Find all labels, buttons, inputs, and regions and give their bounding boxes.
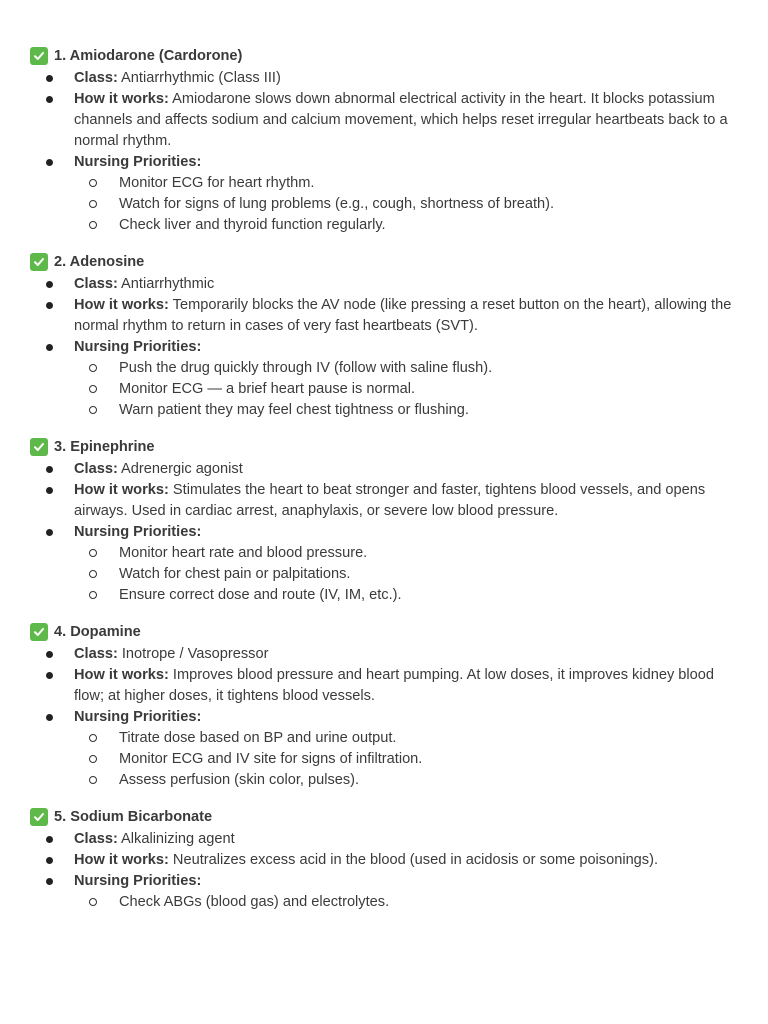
priority-item: Monitor ECG — a brief heart pause is normal.	[74, 379, 738, 400]
drug-section	[30, 250, 738, 421]
how-label: How it works:	[74, 297, 169, 313]
drug-details-list	[30, 459, 738, 606]
priorities-list	[74, 358, 738, 421]
priority-item: Push the drug quickly through IV (follow with saline flush).	[74, 358, 738, 379]
how-value: Amiodarone slows down abnormal electrical activity in the heart. It blocks potassium channels and affects sodium and calcium movement, which helps reset irregular heartbeats back to a normal rhythm.	[74, 91, 728, 149]
class-value: Adrenergic agonist	[117, 461, 243, 477]
nursing-label: Nursing Priorities:	[74, 873, 202, 889]
drug-details-list	[30, 274, 738, 421]
how-label: How it works:	[74, 852, 169, 868]
class-value: Antiarrhythmic	[117, 276, 215, 292]
section-heading	[30, 435, 738, 459]
section-heading	[30, 805, 738, 829]
nursing-priorities-item	[30, 337, 738, 421]
how-it-works-item	[30, 89, 738, 152]
priority-item: Watch for signs of lung problems (e.g., cough, shortness of breath).	[74, 194, 738, 215]
priority-item: Monitor ECG for heart rhythm.	[74, 173, 738, 194]
how-label: How it works:	[74, 482, 169, 498]
drug-section	[30, 44, 738, 236]
check-mark-icon	[30, 438, 48, 456]
class-value: Alkalinizing agent	[117, 831, 235, 847]
how-value: Neutralizes excess acid in the blood (used in acidosis or some poisonings).	[168, 852, 659, 868]
drug-details-list	[30, 829, 738, 913]
nursing-label: Nursing Priorities:	[74, 154, 202, 170]
check-mark-icon	[30, 47, 48, 65]
priorities-list	[74, 728, 738, 791]
drug-details-list	[30, 68, 738, 236]
drug-section	[30, 805, 738, 913]
priorities-list	[74, 173, 738, 236]
drug-section	[30, 620, 738, 791]
class-label: Class:	[74, 70, 118, 86]
priority-item: Titrate dose based on BP and urine output.	[74, 728, 738, 749]
class-item	[30, 829, 738, 850]
nursing-label: Nursing Priorities:	[74, 709, 202, 725]
class-item	[30, 459, 738, 480]
how-label: How it works:	[74, 667, 169, 683]
section-title: 3. Epinephrine	[54, 438, 155, 455]
section-title: 4. Dopamine	[54, 623, 141, 640]
section-heading	[30, 620, 738, 644]
how-it-works-item	[30, 850, 738, 871]
how-value: Temporarily blocks the AV node (like pressing a reset button on the heart), allowing the normal rhythm to return in cases of very fast heartbeats (SVT).	[74, 297, 732, 334]
check-mark-icon	[30, 808, 48, 826]
section-heading	[30, 250, 738, 274]
section-title: 1. Amiodarone (Cardorone)	[54, 47, 243, 64]
class-item	[30, 644, 738, 665]
how-it-works-item	[30, 665, 738, 707]
class-item	[30, 68, 738, 89]
class-label: Class:	[74, 461, 118, 477]
drug-details-list	[30, 644, 738, 791]
drug-section	[30, 435, 738, 606]
nursing-priorities-item	[30, 871, 738, 913]
class-label: Class:	[74, 276, 118, 292]
priority-item: Watch for chest pain or palpitations.	[74, 564, 738, 585]
priority-item: Assess perfusion (skin color, pulses).	[74, 770, 738, 791]
nursing-priorities-item	[30, 152, 738, 236]
check-mark-icon	[30, 253, 48, 271]
section-title: 5. Sodium Bicarbonate	[54, 808, 213, 825]
priorities-list	[74, 543, 738, 606]
nursing-label: Nursing Priorities:	[74, 524, 202, 540]
class-item	[30, 274, 738, 295]
priority-item: Warn patient they may feel chest tightness or flushing.	[74, 400, 738, 421]
priority-item: Check liver and thyroid function regularly.	[74, 215, 738, 236]
priority-item: Ensure correct dose and route (IV, IM, etc.).	[74, 585, 738, 606]
class-value: Antiarrhythmic (Class III)	[117, 70, 281, 86]
section-heading	[30, 44, 738, 68]
how-value: Stimulates the heart to beat stronger and faster, tightens blood vessels, and opens airways. Used in cardiac arrest, anaphylaxis, or severe low blood pressure.	[74, 482, 706, 519]
priorities-list	[74, 892, 738, 913]
section-title: 2. Adenosine	[54, 253, 145, 270]
class-value: Inotrope / Vasopressor	[117, 646, 269, 662]
class-label: Class:	[74, 646, 118, 662]
class-label: Class:	[74, 831, 118, 847]
how-it-works-item	[30, 295, 738, 337]
how-value: Improves blood pressure and heart pumping. At low doses, it improves kidney blood flow; at higher doses, it tightens blood vessels.	[74, 667, 715, 704]
nursing-label: Nursing Priorities:	[74, 339, 202, 355]
nursing-priorities-item	[30, 522, 738, 606]
priority-item: Monitor heart rate and blood pressure.	[74, 543, 738, 564]
check-mark-icon	[30, 623, 48, 641]
how-label: How it works:	[74, 91, 169, 107]
priority-item: Monitor ECG and IV site for signs of infiltration.	[74, 749, 738, 770]
priority-item: Check ABGs (blood gas) and electrolytes.	[74, 892, 738, 913]
how-it-works-item	[30, 480, 738, 522]
nursing-priorities-item	[30, 707, 738, 791]
